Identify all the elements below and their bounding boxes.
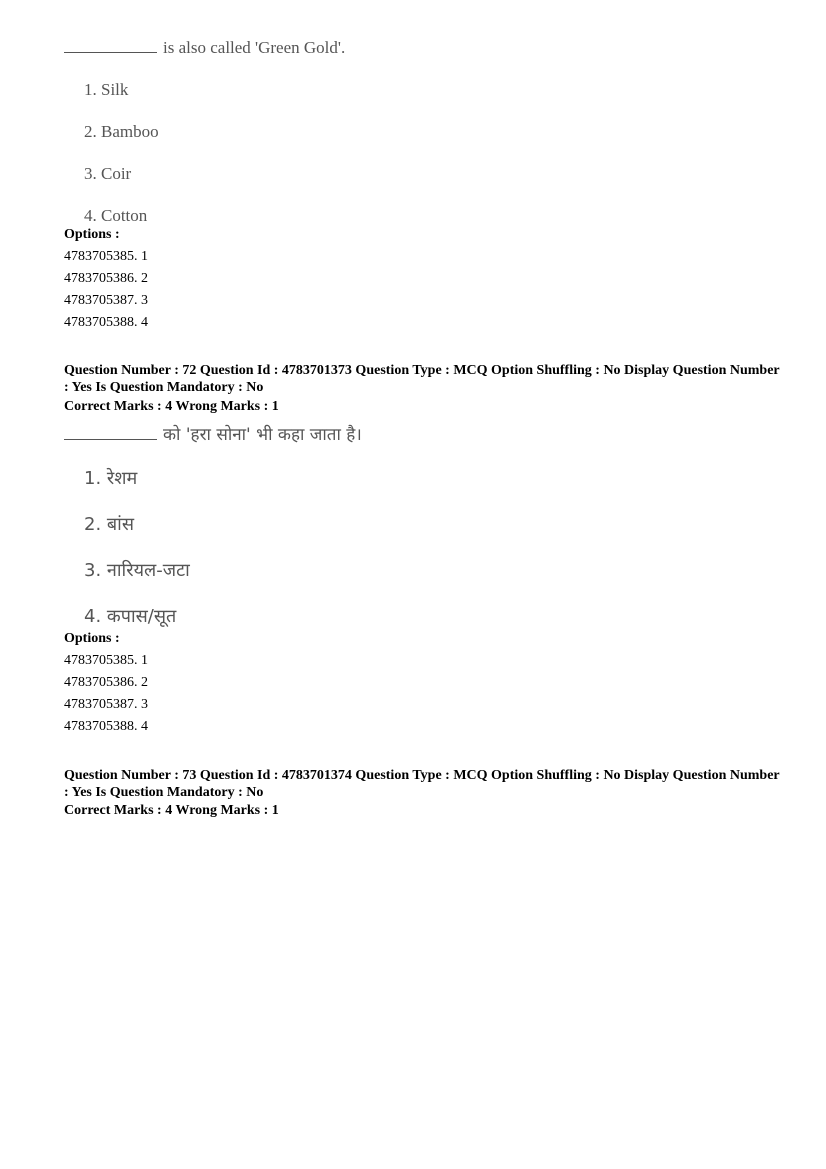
option-id-3: 4783705387. 3 — [64, 697, 148, 712]
option-id-4: 4783705388. 4 — [64, 719, 148, 734]
answer-blank — [64, 439, 157, 440]
question-72-stem: को 'हरा सोना' भी कहा जाता है। — [64, 422, 362, 445]
question-71-stem: is also called 'Green Gold'. — [64, 38, 345, 58]
question-71-option-4: 4. Cotton — [84, 206, 148, 225]
question-71-option-2: 2. Bamboo — [84, 122, 159, 141]
question-73-marks: Correct Marks : 4 Wrong Marks : 1 — [64, 803, 279, 818]
option-id-4: 4783705388. 4 — [64, 315, 148, 330]
question-72-marks: Correct Marks : 4 Wrong Marks : 1 — [64, 399, 279, 414]
question-72-option-3: 3. नारियल-जटा — [84, 560, 190, 581]
question-72-option-1: 1. रेशम — [84, 468, 138, 489]
option-id-2: 4783705386. 2 — [64, 675, 148, 690]
question-73-header: Question Number : 73 Question Id : 4783701374 Question Type : MCQ Option Shuffling : No Display Question Number : Yes Is Question Mandatory : No — [64, 768, 780, 800]
question-71-option-3: 3. Coir — [84, 164, 132, 183]
question-72-option-4: 4. कपास/सूत — [84, 606, 177, 627]
options-label: Options : — [64, 227, 120, 242]
option-id-2: 4783705386. 2 — [64, 271, 148, 286]
question-72-header: Question Number : 72 Question Id : 4783701373 Question Type : MCQ Option Shuffling : No Display Question Number : Yes Is Question Mandatory : No — [64, 363, 780, 395]
option-id-3: 4783705387. 3 — [64, 293, 148, 308]
answer-blank — [64, 52, 157, 53]
question-72-option-2: 2. बांस — [84, 514, 135, 535]
option-id-1: 4783705385. 1 — [64, 653, 148, 668]
question-71-option-1: 1. Silk — [84, 80, 129, 99]
option-id-1: 4783705385. 1 — [64, 249, 148, 264]
options-label: Options : — [64, 631, 120, 646]
